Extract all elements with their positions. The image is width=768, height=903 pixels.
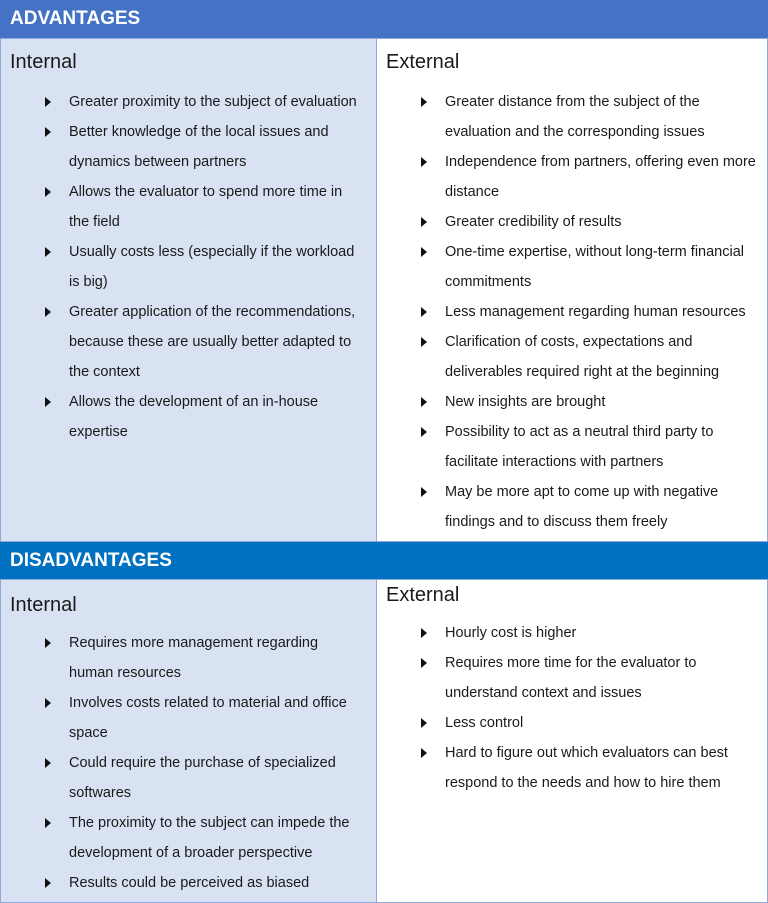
list-item-text: The proximity to the subject can impede the development of a broader perspective	[69, 815, 350, 861]
triangle-bullet-icon	[45, 698, 51, 708]
list-item	[421, 477, 761, 537]
list-item	[45, 117, 365, 177]
list-item	[45, 177, 365, 237]
triangle-bullet-icon	[421, 247, 427, 257]
list-item	[421, 327, 761, 387]
list-item-text: Better knowledge of the local issues and dynamics between partners	[69, 124, 329, 170]
triangle-bullet-icon	[421, 658, 427, 668]
list-item-text: Clarification of costs, expectations and deliverables required right at the beginning	[445, 334, 720, 380]
advantages-internal-heading: Internal	[10, 51, 77, 73]
disadvantages-external-list	[421, 618, 761, 798]
list-item-text: Allows the evaluator to spend more time in the field	[69, 184, 343, 230]
list-item-text: Requires more time for the evaluator to understand context and issues	[445, 655, 697, 701]
triangle-bullet-icon	[421, 427, 427, 437]
list-item	[45, 387, 365, 447]
list-item-text: May be more apt to come up with negative findings and to discuss them freely	[445, 484, 719, 530]
triangle-bullet-icon	[421, 628, 427, 638]
list-item	[421, 87, 761, 147]
triangle-bullet-icon	[45, 97, 51, 107]
triangle-bullet-icon	[45, 127, 51, 137]
advantages-external-heading: External	[386, 51, 460, 73]
list-item-text: Hourly cost is higher	[445, 625, 577, 641]
disadvantages-internal-list	[45, 628, 365, 898]
advantages-header: ADVANTAGES	[0, 0, 768, 38]
triangle-bullet-icon	[45, 247, 51, 257]
list-item	[421, 648, 761, 708]
list-item-text: Usually costs less (especially if the workload is big)	[69, 244, 355, 290]
triangle-bullet-icon	[45, 638, 51, 648]
list-item-text: Greater credibility of results	[445, 214, 622, 230]
triangle-bullet-icon	[421, 157, 427, 167]
list-item	[45, 688, 365, 748]
list-item-text: Greater proximity to the subject of evaluation	[69, 94, 357, 110]
list-item	[45, 628, 365, 688]
list-item	[421, 417, 761, 477]
list-item-text: Less management regarding human resources	[445, 304, 746, 320]
list-item	[421, 708, 761, 738]
list-item	[45, 87, 365, 117]
list-item	[45, 748, 365, 808]
list-item	[421, 738, 761, 798]
list-item	[421, 618, 761, 648]
triangle-bullet-icon	[45, 758, 51, 768]
list-item-text: Requires more management regarding human resources	[69, 635, 319, 681]
list-item-text: Less control	[445, 715, 524, 731]
list-item	[421, 297, 761, 327]
triangle-bullet-icon	[421, 397, 427, 407]
triangle-bullet-icon	[421, 748, 427, 758]
list-item-text: Involves costs related to material and office space	[69, 695, 347, 741]
triangle-bullet-icon	[45, 187, 51, 197]
list-item	[421, 387, 761, 417]
advantages-internal-list	[45, 87, 365, 447]
list-item-text: Results could be perceived as biased	[69, 875, 310, 891]
list-item-text: One-time expertise, without long-term financial commitments	[445, 244, 744, 290]
disadvantages-external-heading: External	[386, 584, 460, 606]
disadvantages-external-cell	[376, 579, 768, 903]
triangle-bullet-icon	[45, 818, 51, 828]
disadvantages-header: DISADVANTAGES	[0, 542, 768, 579]
triangle-bullet-icon	[421, 337, 427, 347]
list-item	[421, 207, 761, 237]
list-item-text: Hard to figure out which evaluators can best respond to the needs and how to hire them	[445, 745, 728, 791]
advantages-external-cell	[376, 38, 768, 542]
list-item	[45, 868, 365, 898]
triangle-bullet-icon	[421, 97, 427, 107]
advantages-internal-cell	[0, 38, 377, 542]
triangle-bullet-icon	[421, 307, 427, 317]
triangle-bullet-icon	[421, 718, 427, 728]
list-item-text: Could require the purchase of specialized softwares	[69, 755, 336, 801]
list-item-text: Greater application of the recommendations, because these are usually better adapted to the context	[69, 304, 356, 380]
disadvantages-internal-cell	[0, 579, 377, 903]
list-item	[421, 147, 761, 207]
list-item	[45, 237, 365, 297]
triangle-bullet-icon	[421, 487, 427, 497]
list-item	[45, 808, 365, 868]
advantages-external-list	[421, 87, 761, 537]
list-item-text: New insights are brought	[445, 394, 606, 410]
triangle-bullet-icon	[45, 878, 51, 888]
list-item-text: Allows the development of an in-house expertise	[69, 394, 319, 440]
list-item	[45, 297, 365, 387]
triangle-bullet-icon	[421, 217, 427, 227]
list-item-text: Possibility to act as a neutral third party to facilitate interactions with partners	[445, 424, 714, 470]
triangle-bullet-icon	[45, 397, 51, 407]
list-item-text: Greater distance from the subject of the evaluation and the corresponding issues	[445, 94, 705, 140]
list-item-text: Independence from partners, offering even more distance	[445, 154, 756, 200]
triangle-bullet-icon	[45, 307, 51, 317]
list-item	[421, 237, 761, 297]
disadvantages-internal-heading: Internal	[10, 594, 77, 616]
